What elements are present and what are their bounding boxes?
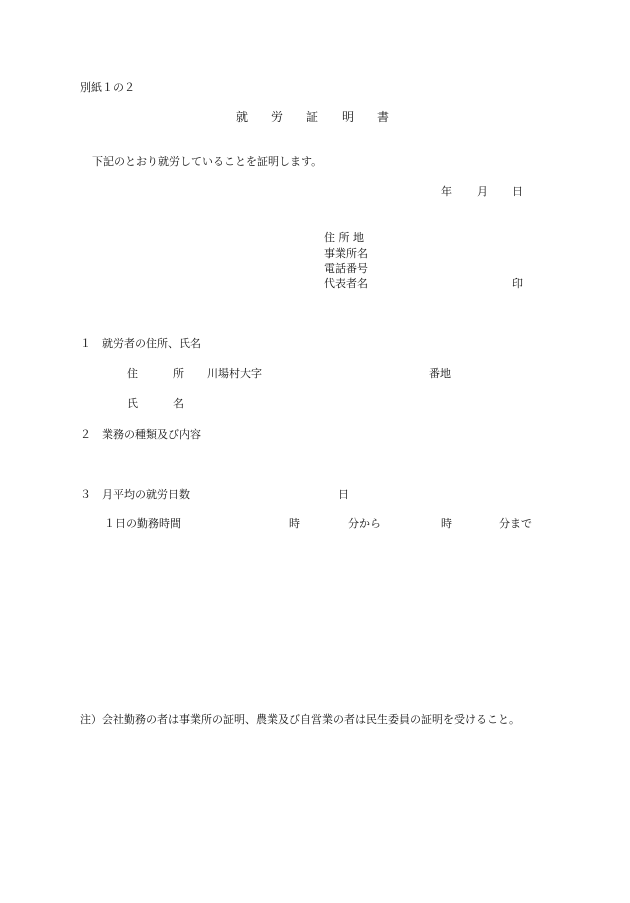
worker-address-label-1: 住 xyxy=(127,367,138,380)
title-char: 証 xyxy=(306,110,319,124)
address-label: 住 所 地 xyxy=(324,231,364,244)
section-heading: １ 就労者の住所、氏名 xyxy=(80,337,201,350)
date-month-label: 月 xyxy=(477,185,488,198)
start-minute-unit: 分から xyxy=(348,517,381,530)
end-minute-unit: 分まで xyxy=(499,517,532,530)
seal-mark: 印 xyxy=(512,277,523,290)
date-year-label: 年 xyxy=(441,185,452,198)
worker-address-label-2: 所 xyxy=(173,367,184,380)
worker-address-suffix: 番地 xyxy=(429,367,451,380)
title-char: 労 xyxy=(271,110,284,124)
daily-hours-label: １日の勤務時間 xyxy=(104,517,181,530)
title-char: 就 xyxy=(236,110,249,124)
days-unit: 日 xyxy=(338,488,349,501)
business-name-label: 事業所名 xyxy=(324,247,368,260)
worker-address-prefix: 川場村大字 xyxy=(207,367,262,380)
start-hour-unit: 時 xyxy=(289,517,300,530)
section-heading: ２ 業務の種類及び内容 xyxy=(80,428,201,441)
intro-statement: 下記のとおり就労していることを証明します。 xyxy=(92,155,323,168)
date-day-label: 日 xyxy=(512,185,523,198)
representative-label: 代表者名 xyxy=(324,277,368,290)
footnote: 注）会社勤務の者は事業所の証明、農業及び自営業の者は民生委員の証明を受けること。 xyxy=(80,713,520,726)
title-char: 書 xyxy=(377,110,390,124)
phone-label: 電話番号 xyxy=(324,262,368,275)
title-char: 明 xyxy=(342,110,355,124)
end-hour-unit: 時 xyxy=(441,517,452,530)
section-heading: ３ 月平均の就労日数 xyxy=(80,488,190,501)
worker-name-label-1: 氏 xyxy=(127,397,138,410)
attachment-label: 別紙１の２ xyxy=(80,81,135,94)
worker-name-label-2: 名 xyxy=(173,397,184,410)
